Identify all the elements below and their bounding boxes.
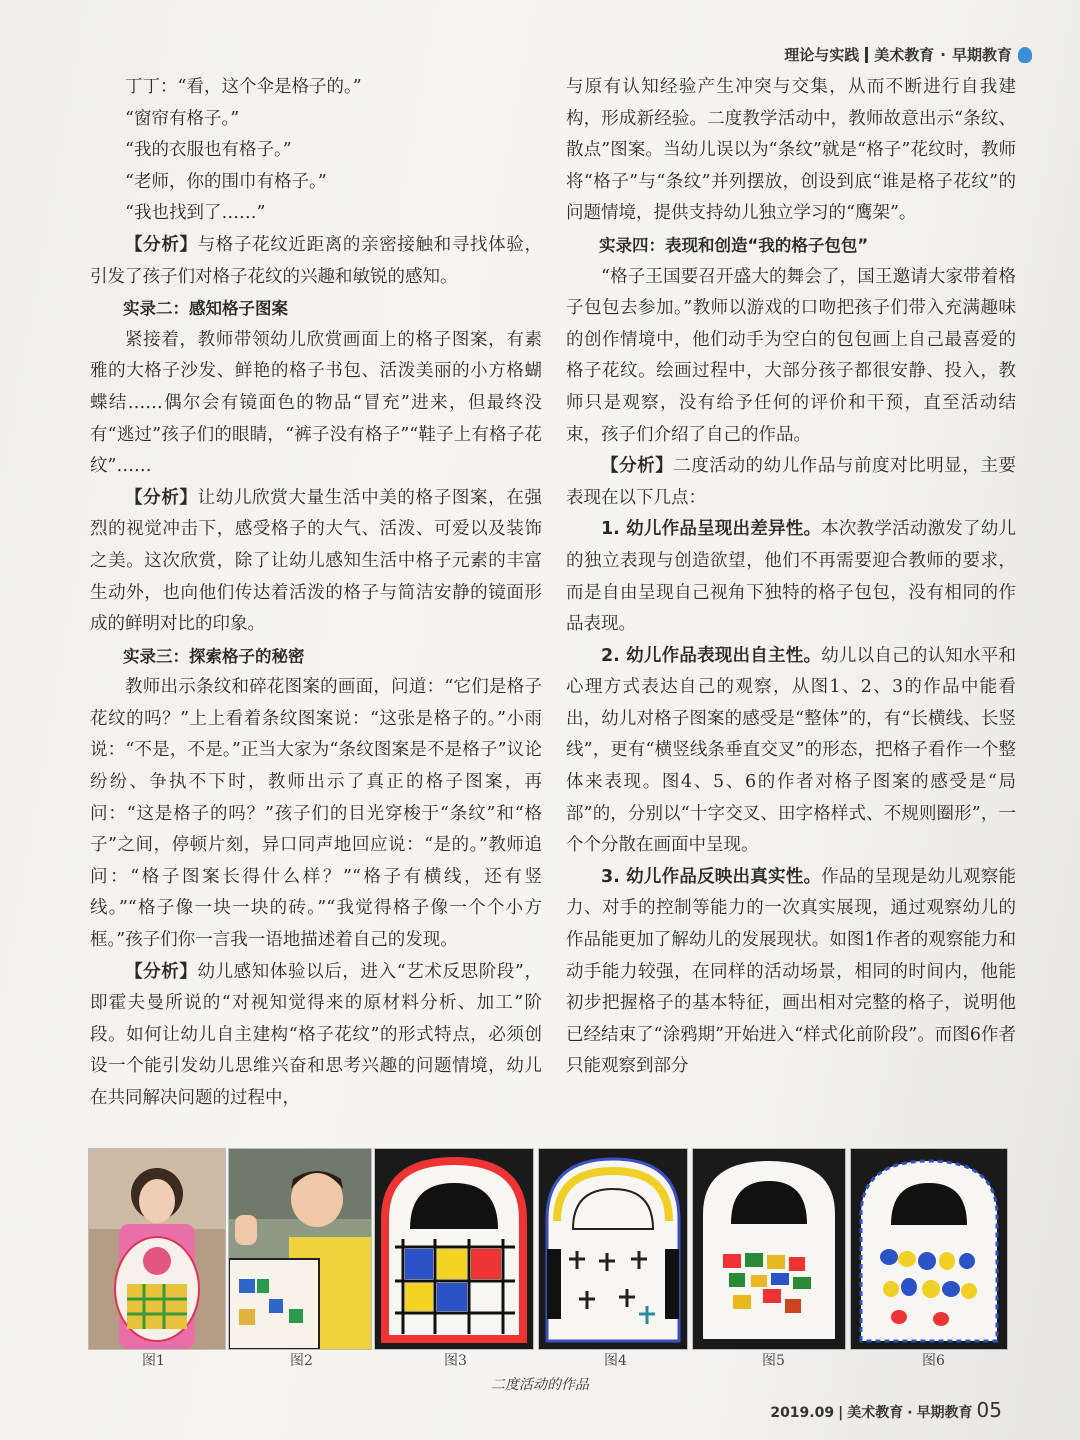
header-dot: ·	[940, 45, 946, 64]
running-header	[784, 44, 1032, 65]
figure-4-artwork	[538, 1148, 688, 1350]
body-paragraph: 紧接着，教师带领幼儿欣赏画面上的格子图案，有素雅的大格子沙发、鲜艳的格子书包、活泼美丽的小方格蝴蝶结……偶尔会有镜面色的物品“冒充”进来，但最终没有“逃过”孩子们的眼睛，“裤子没有格子”“鞋子上有格子花纹”……	[90, 329, 542, 477]
paragraph-text: 幼儿感知体验以后，进入“艺术反思阶段”，即霍夫曼所说的“对视知觉得来的原材料分析、加工”阶段。如何让幼儿自主建构“格子花纹”的形式特点，必须创设一个能引发幼儿思维兴奋和思考兴趣的问题情境，幼儿在共同解决问题的过程中，	[90, 961, 542, 1108]
point-title: 3. 幼儿作品反映出真实性。	[601, 866, 822, 887]
figure-3-artwork	[374, 1148, 534, 1350]
paragraph-text: 作品的呈现是幼儿观察能力、对手的控制等能力的一次真实展现，通过观察幼儿的作品能更加了解幼儿的发展现状。如图1作者的观察能力和动手能力较强，在同样的活动场景，相同的时间内，他能初步把握格子的基本特征，画出相对完整的格子，说明他已经结束了“涂鸦期”开始进入“样式化前阶段”。而图6作者只能观察到部分	[566, 866, 1016, 1077]
figure-label-3: 图3	[444, 1353, 467, 1369]
header-subtitle: 早期教育	[951, 46, 1012, 64]
body-paragraph: “我的衣服也有格子。”	[125, 140, 292, 161]
footer-dot: ·	[907, 1405, 913, 1421]
paragraph-text: 二度活动的幼儿作品与前度对比明显，主要表现在以下几点：	[566, 456, 1017, 508]
figure-label-6: 图6	[922, 1353, 945, 1369]
figure-strip	[88, 1148, 1006, 1348]
dialog-line: 丁丁：“看，这个伞是格子的。”	[125, 77, 362, 97]
analysis-paragraph	[566, 451, 1016, 514]
paragraph-text: 让幼儿欣赏大量生活中美的格子图案，在强烈的视觉冲击下，感受格子的大气、活泼、可爱以及装饰之美。这次欣赏，除了让幼儿感知生活中格子元素的丰富生动外，也向他们传达着活泼的格子与简洁安静的镜面形成的鲜明对比的印象。	[90, 487, 543, 635]
paragraph-text: 与格子花纹近距离的亲密接触和寻找体验，引发了孩子们对格子花纹的兴趣和敏锐的感知。	[90, 234, 543, 287]
footer-magazine: 美术教育	[847, 1405, 904, 1421]
header-section: 理论与实践	[784, 46, 860, 64]
figure-2-photo	[228, 1148, 372, 1350]
body-paragraph: “老师，你的围巾有格子。”	[125, 171, 327, 192]
figure-6-artwork	[850, 1148, 1008, 1350]
page-number: 05	[976, 1398, 1002, 1422]
section-heading: 实录三：探索格子的秘密	[123, 646, 305, 666]
figure-5-artwork	[692, 1148, 846, 1350]
point-paragraph	[566, 641, 1016, 862]
body-paragraph: “窗帘有格子。”	[125, 108, 240, 129]
analysis-paragraph	[90, 957, 542, 1115]
left-column	[90, 72, 542, 1115]
analysis-paragraph	[90, 230, 542, 293]
footer-issue: 2019.09	[770, 1405, 835, 1421]
figure-label-1: 图1	[142, 1353, 165, 1369]
section-heading: 实录四：表现和创造“我的格子包包”	[599, 235, 869, 255]
paragraph-text: 幼儿以自己的认知水平和心理方式表达自己的观察，从图1、2、3的作品中能看出，幼儿对格子图案的感受是“整体”的，有“长横线、长竖线”，更有“横竖线条垂直交叉”的形态，把格子看作一个整体来表现。图4、5、6的作者对格子图案的感受是“局部”的，分别以“十字交叉、田字格样式、不规则圈形”，一个个分散在画面中呈现。	[566, 645, 1016, 856]
body-paragraph: “我也找到了……”	[125, 203, 266, 224]
paragraph-text: 本次教学活动激发了幼儿的独立表现与创造欲望，他们不再需要迎合教师的要求，而是自由呈现自己视角下独特的格子包包，没有相同的作品表现。	[566, 519, 1016, 635]
point-paragraph	[566, 514, 1016, 640]
section-heading: 实录二：感知格子图案	[123, 299, 288, 319]
analysis-paragraph	[90, 483, 542, 641]
figure-label-5: 图5	[762, 1353, 785, 1369]
point-title: 1. 幼儿作品呈现出差异性。	[601, 519, 822, 540]
figure-1-photo	[88, 1148, 226, 1350]
analysis-tag: 【分析】	[125, 487, 198, 508]
analysis-tag: 【分析】	[125, 961, 198, 982]
point-title: 2. 幼儿作品表现出自主性。	[601, 645, 822, 666]
right-column	[566, 72, 1016, 1083]
header-divider	[865, 47, 868, 63]
analysis-tag: 【分析】	[125, 234, 198, 255]
figure-label-4: 图4	[604, 1353, 627, 1369]
body-paragraph: 与原有认知经验产生冲突与交集，从而不断进行自我建构，形成新经验。二度教学活动中，教师故意出示“条纹、散点”图案。当幼儿误以为“条纹”就是“格子”花纹时，教师将“格子”与“条纹”并列摆放，创设到底“谁是格子花纹”的问题情境，提供支持幼儿独立学习的“鹰架”。	[566, 77, 1016, 224]
analysis-tag: 【分析】	[601, 456, 674, 477]
header-magazine: 美术教育	[874, 46, 935, 64]
figure-label-2: 图2	[290, 1353, 313, 1369]
body-paragraph: 教师出示条纹和碎花图案的画面，问道：“它们是格子花纹的吗？”上上看着条纹图案说：“这张是格子的。”小雨说：“不是，不是。”正当大家为“条纹图案是不是格子”议论纷纷、争执不下时，教师出示了真正的格子图案，再问：“这是格子的吗？”孩子们的目光穿梭于“条纹”和“格子”之间，停顿片刻，异口同声地回应说：“是的。”教师追问：“格子图案长得什么样？”“格子有横线，还有竖线。”“格子像一块一块的砖。”“我觉得格子像一个个小方框。”孩子们你一言我一语地描述着自己的发现。	[90, 677, 542, 951]
body-paragraph: “格子王国要召开盛大的舞会了，国王邀请大家带着格子包包去参加。”教师以游戏的口吻把孩子们带入充满趣味的创作情境中，他们动手为空白的包包画上自己最喜爱的格子花纹。绘画过程中，大部分孩子都很安静、投入，教师只是观察，没有给予任何的评价和干预，直至活动结束，孩子们介绍了自己的作品。	[566, 266, 1016, 445]
point-paragraph	[566, 862, 1016, 1083]
footer-subtitle: 早期教育	[916, 1405, 973, 1421]
footer-divider: |	[838, 1405, 844, 1421]
mascot-icon	[1018, 47, 1032, 63]
running-footer	[770, 1398, 1002, 1422]
figure-caption: 二度活动的作品	[491, 1377, 589, 1393]
